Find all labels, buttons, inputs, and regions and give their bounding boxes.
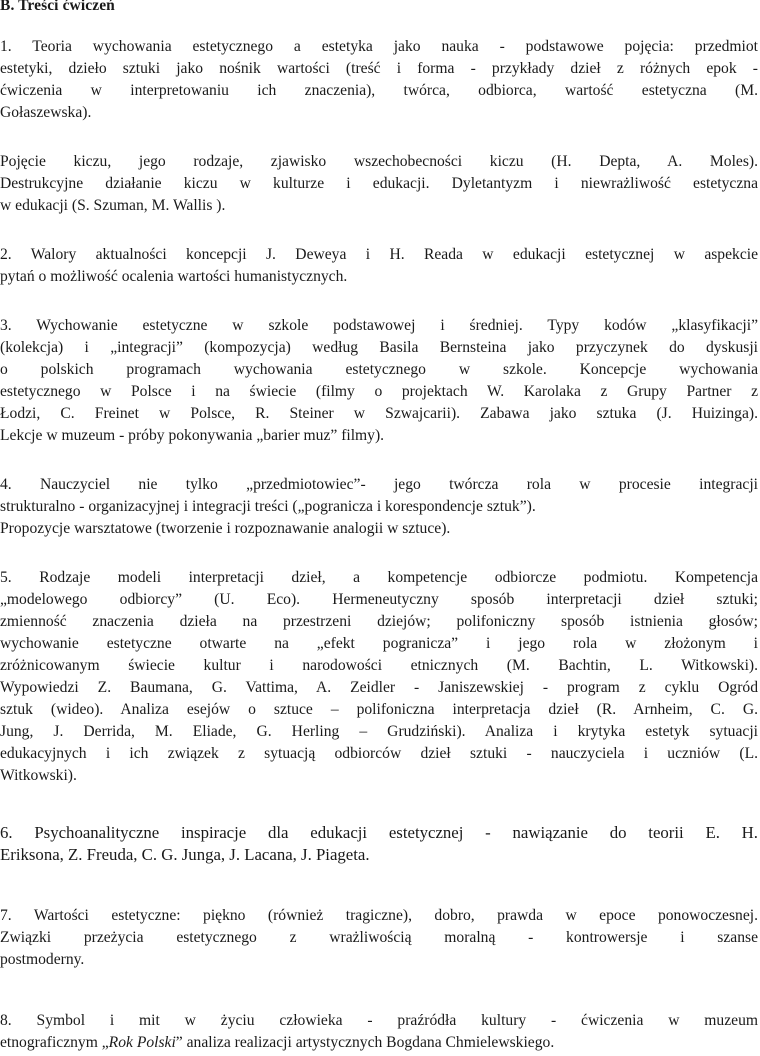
text-line: wychowanie estetyczne otwarte na „efekt pogranicza” i jego rola w złożonym i	[0, 635, 758, 652]
text-line: Wypowiedzi Z. Baumana, G. Vattima, A. Zeidler - Janiszewskiej - program z cyklu Ogród	[0, 679, 758, 696]
text-line: zmienność znaczenia dzieła na przestrzeni dziejów; polifoniczny sposób istnienia głosów;	[0, 613, 758, 630]
text-line: sztuk (wideo). Analiza esejów o sztuce – polifoniczna interpretacja dzieł (R. Arnheim, C. G.	[0, 701, 758, 718]
text-line: Pojęcie kiczu, jego rodzaje, zjawisko wszechobecności kiczu (H. Depta, A. Moles).	[0, 153, 758, 170]
paragraph-item-7	[0, 905, 758, 971]
text-line: Eriksona, Z. Freuda, C. G. Junga, J. Lacana, J. Piageta.	[0, 845, 370, 864]
text-line: Gołaszewska).	[0, 104, 92, 121]
text-line: 4. Nauczyciel nie tylko „przedmiotowiec”- jego twórcza rola w procesie integracji	[0, 476, 758, 493]
text-line: 1. Teoria wychowania estetycznego a estetyka jako nauka - podstawowe pojęcia: przedmiot	[0, 38, 758, 55]
text-line: Łodzi, C. Freinet w Polsce, R. Steiner w Szwajcarii). Zabawa jako sztuka (J. Huizinga).	[0, 405, 758, 422]
text-line: Jung, J. Derrida, M. Eliade, G. Herling – Grudziński). Analiza i krytyka estetyk sytuacji	[0, 723, 758, 740]
section-heading: B. Treści ćwiczeń	[0, 0, 115, 14]
text-line: Związki przeżycia estetycznego z wrażliwością moralną - kontrowersje i szanse	[0, 929, 758, 946]
text-line: edukacyjnych i ich związek z sytuacją odbiorców dzieł sztuki - nauczyciela i uczniów (L.	[0, 745, 758, 762]
text-line: Witkowski).	[0, 767, 77, 784]
text-line: 3. Wychowanie estetyczne w szkole podstawowej i średniej. Typy kodów „klasyfikacji”	[0, 317, 758, 334]
text-line: postmoderny.	[0, 951, 85, 968]
text-line: 8. Symbol i mit w życiu człowieka - praźródła kultury - ćwiczenia w muzeum	[0, 1012, 758, 1029]
text-line: 7. Wartości estetyczne: piękno (również tragiczne), dobro, prawda w epoce ponowoczesnej.	[0, 907, 758, 924]
text-line: (kolekcja) i „integracji” (kompozycja) według Basila Bernsteina jako przyczynek do dyskusji	[0, 339, 758, 356]
text-line: 5. Rodzaje modeli interpretacji dzieł, a kompetencje odbiorcze podmiotu. Kompetencja	[0, 569, 758, 586]
paragraph-item-3	[0, 315, 758, 447]
text-line: 2. Walory aktualności koncepcji J. Deweya i H. Reada w edukacji estetycznej w aspekcie	[0, 246, 758, 263]
text-fragment: ” analiza realizacji artystycznych Bogdana Chmielewskiego.	[175, 1034, 555, 1051]
italic-title: Rok Polski	[108, 1034, 176, 1051]
text-line	[0, 1032, 758, 1054]
text-line: estetycznego w Polsce i na świecie (filmy o projektach W. Karolaka z Grupy Partner z	[0, 383, 758, 400]
text-line: pytań o możliwość ocalenia wartości humanistycznych.	[0, 268, 348, 285]
paragraph-item-1	[0, 36, 758, 124]
paragraph-item-5	[0, 567, 758, 787]
text-line: Propozycje warsztatowe (tworzenie i rozpoznawanie analogii w sztuce).	[0, 520, 451, 537]
text-line: estetyki, dzieło sztuki jako nośnik wartości (treść i forma - przykłady dzieł z różnych epok -	[0, 60, 758, 77]
paragraph-kitsch	[0, 151, 758, 217]
text-line: o polskich programach wychowania estetycznego w szkole. Koncepcje wychowania	[0, 361, 758, 378]
text-line: Lekcje w muzeum - próby pokonywania „barier muz” filmy).	[0, 427, 385, 444]
paragraph-item-6	[0, 822, 758, 866]
text-line: w edukacji (S. Szuman, M. Wallis ).	[0, 197, 226, 214]
text-line: „modelowego odbiorcy” (U. Eco). Hermeneutyczny sposób interpretacji dzieł sztuki;	[0, 591, 758, 608]
text-line: zróżnicowanym świecie kultur i narodowości etnicznych (M. Bachtin, L. Witkowski).	[0, 657, 758, 674]
paragraph-item-2	[0, 244, 758, 288]
text-line: ćwiczenia w interpretowaniu ich znaczenia), twórca, odbiorca, wartość estetyczna (M.	[0, 82, 758, 99]
text-line: strukturalno - organizacyjnej i integracji treści („pogranicza i korespondencje sztuk”).	[0, 498, 536, 515]
text-line: Destrukcyjne działanie kiczu w kulturze i edukacji. Dyletantyzm i niewrażliwość estetyczna	[0, 175, 758, 192]
text-fragment: etnograficznym „	[0, 1034, 109, 1051]
paragraph-item-8	[0, 1010, 758, 1054]
paragraph-item-4	[0, 474, 758, 540]
text-line: 6. Psychoanalityczne inspiracje dla edukacji estetycznej - nawiązanie do teorii E. H.	[0, 823, 758, 842]
